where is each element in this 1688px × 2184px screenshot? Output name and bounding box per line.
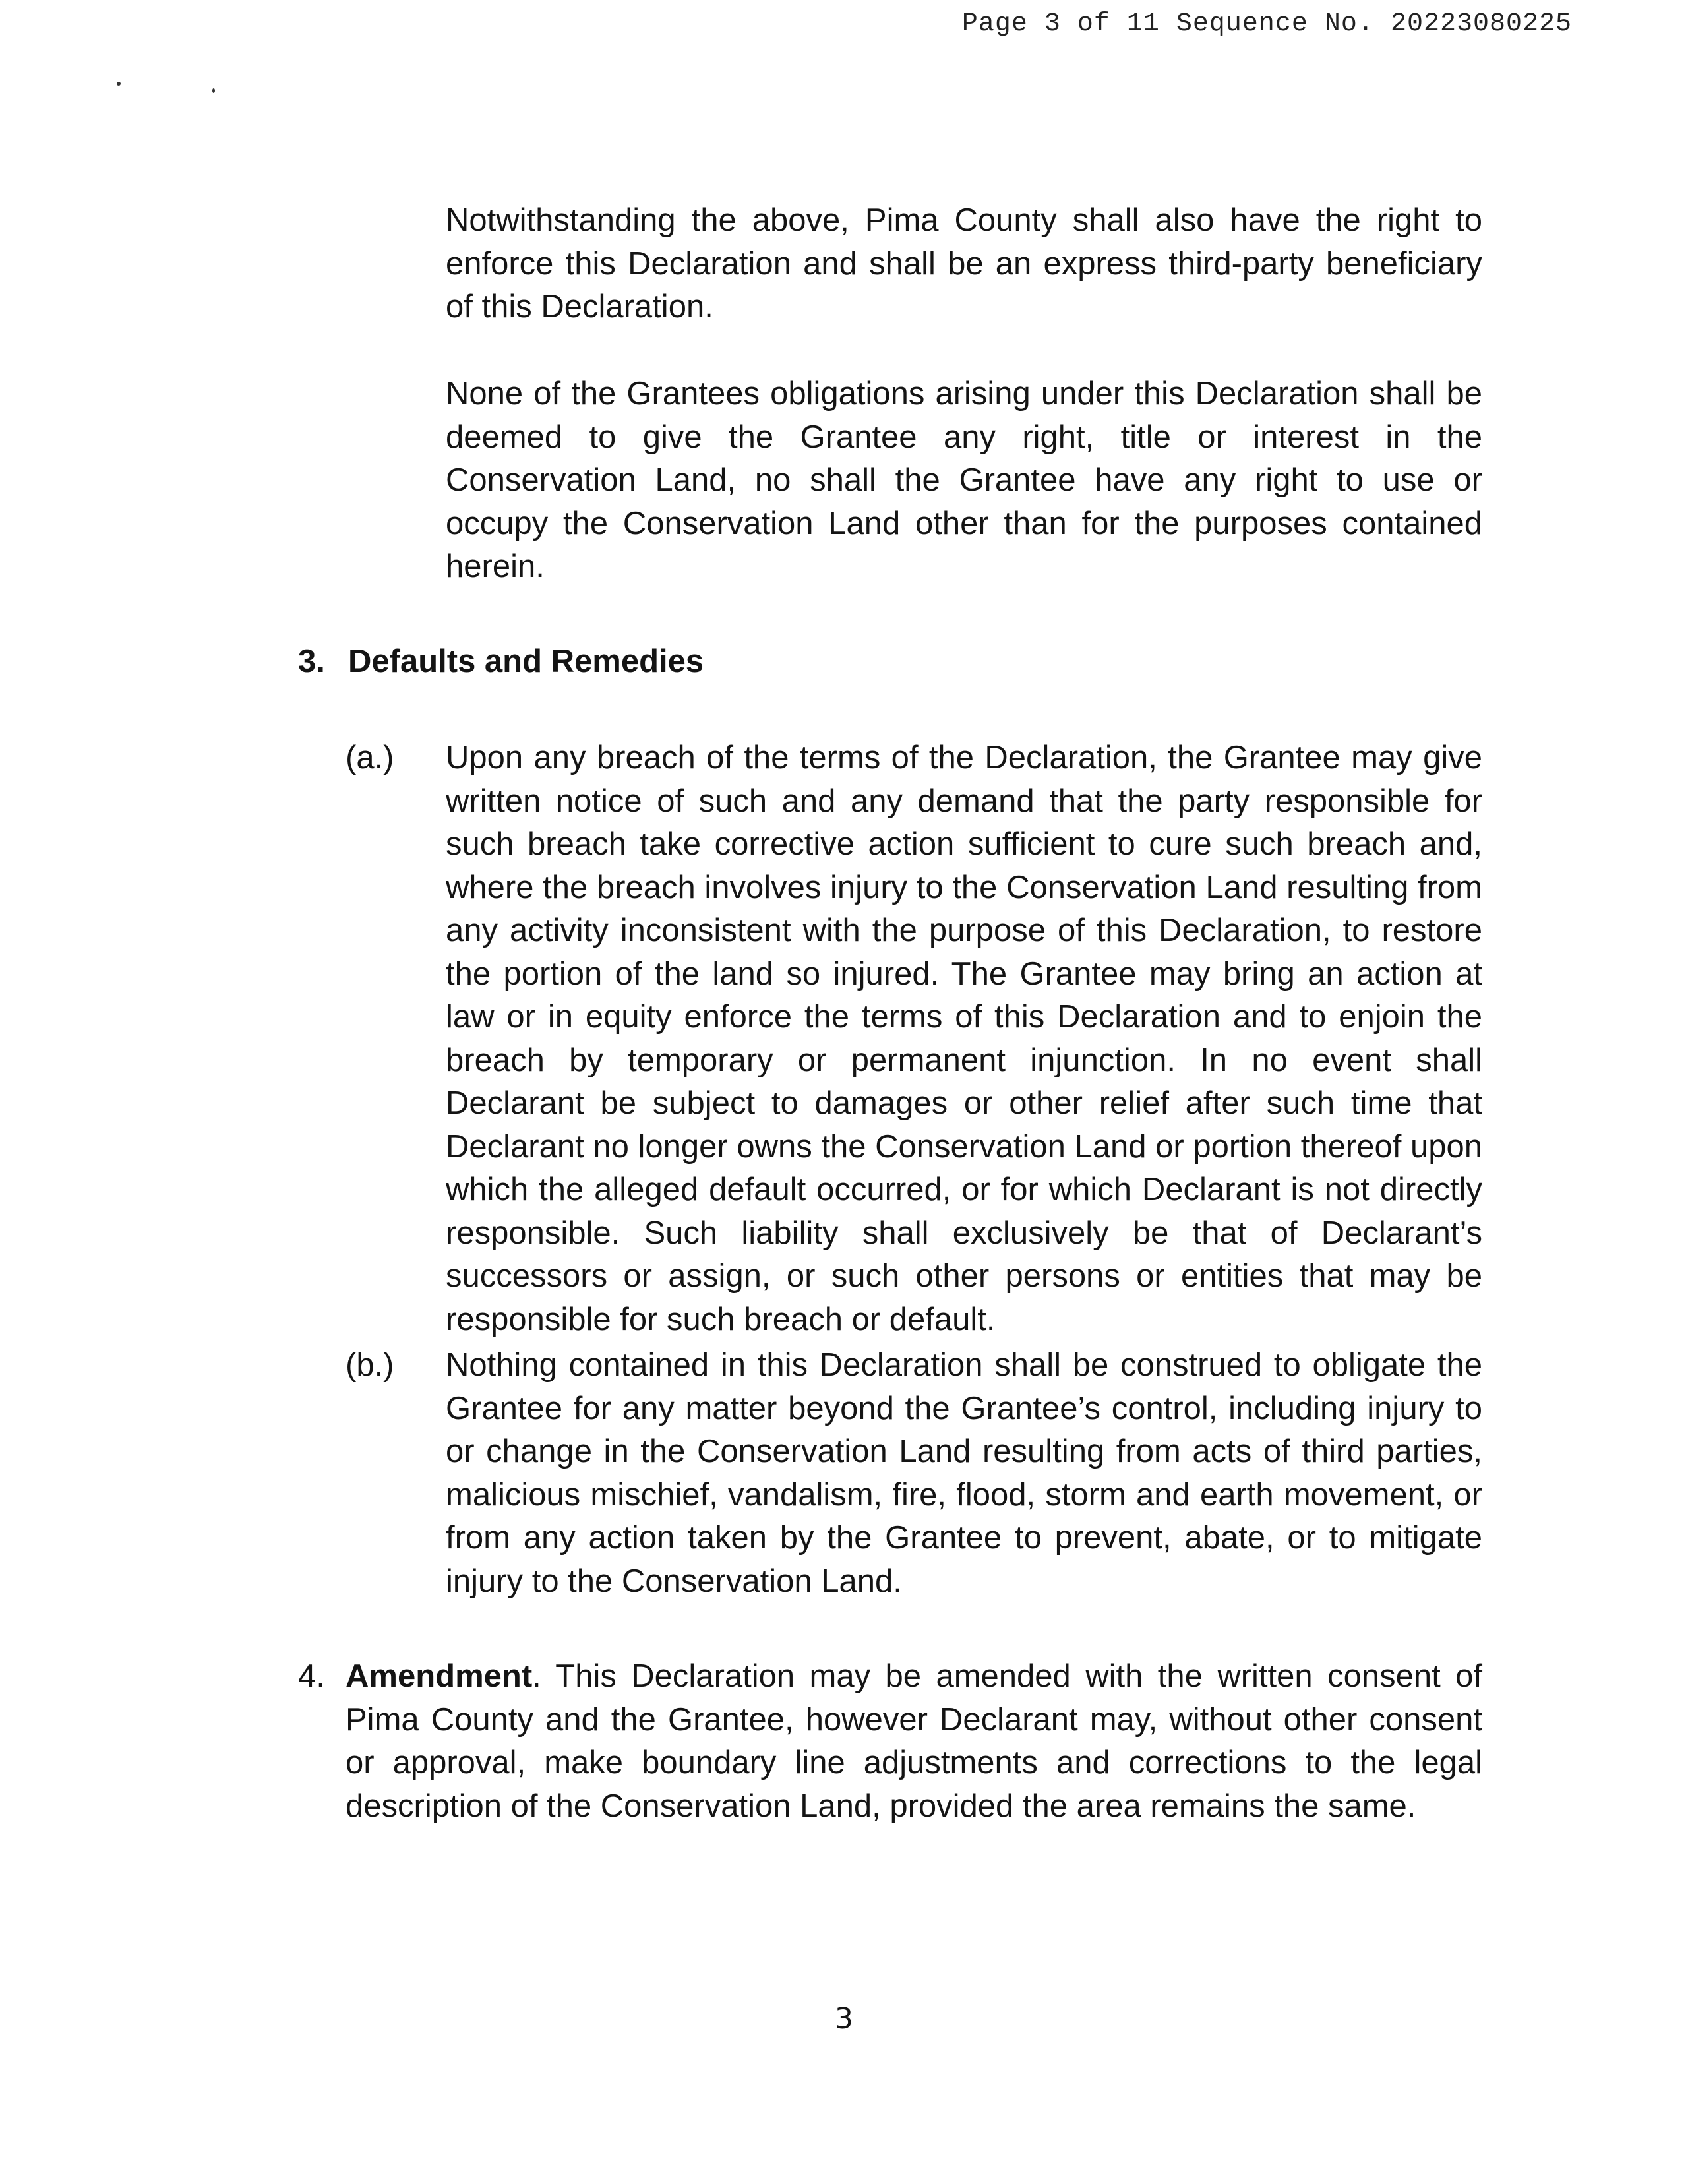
- section-3-item-a: [346, 737, 1482, 1341]
- paragraph-third-party-beneficiary: Notwithstanding the above, Pima County shall also have the right to enforce this Declaration and shall be an express third-party beneficiary of this Declaration.: [446, 202, 1482, 324]
- item-b-label: (b.): [346, 1347, 394, 1383]
- section-4-title: Amendment: [346, 1658, 533, 1694]
- scan-speck: [212, 88, 215, 93]
- scan-speck: [117, 82, 121, 86]
- section-3-item-b: [346, 1344, 1482, 1603]
- section-4-amendment: [298, 1655, 1482, 1828]
- item-a-text: Upon any breach of the terms of the Declaration, the Grantee may give written notice of such and any demand that the party responsible for such breach take corrective action sufficient to cure such breach and, where the breach involves injury to the Conservation Land resulting from any activity inconsistent with the purpose of this Declaration, to restore the portion of the land so injured. The Grantee may bring an action at law or in equity enforce the terms of this Declaration and to enjoin the breach by temporary or permanent injunction. In no event shall Declarant be subject to damages or other relief after such time that Declarant no longer owns the Conservation Land or portion thereof upon which the alleged default occurred, or for which Declarant is not directly responsible. Such liability shall exclusively be that of Declarant’s successors or assign, or such other persons or entities that may be responsible for such breach or default.: [446, 740, 1482, 1337]
- section-3-number: 3.: [298, 644, 325, 679]
- section-3-heading: [298, 640, 704, 684]
- page-number: 3: [835, 2002, 853, 2036]
- section-4-number: 4.: [298, 1658, 325, 1694]
- section-4-paragraph: [346, 1655, 1482, 1828]
- section-3-title: Defaults and Remedies: [348, 644, 704, 679]
- paragraph-grantee-obligations: None of the Grantees obligations arising under this Declaration shall be deemed to give the Grantee any right, title or interest in the Conservation Land, no shall the Grantee have any right to use or occupy the Conservation Land other than for the purposes contained herein.: [446, 376, 1482, 584]
- recording-stamp: Page 3 of 11 Sequence No. 20223080225: [961, 9, 1572, 39]
- section-4-text: . This Declaration may be amended with the written consent of Pima County and the Grantee, however Declarant may, without other consent or approval, make boundary line adjustments and corrections to the legal description of the Conservation Land, provided the area remains the same.: [346, 1658, 1482, 1824]
- item-b-text: Nothing contained in this Declaration shall be construed to obligate the Grantee for any matter beyond the Grantee’s control, including injury to or change in the Conservation Land resulting from acts of third parties, malicious mischief, vandalism, fire, flood, storm and earth movement, or from any action taken by the Grantee to prevent, abate, or to mitigate injury to the Conservation Land.: [446, 1347, 1482, 1599]
- item-a-label: (a.): [346, 740, 394, 775]
